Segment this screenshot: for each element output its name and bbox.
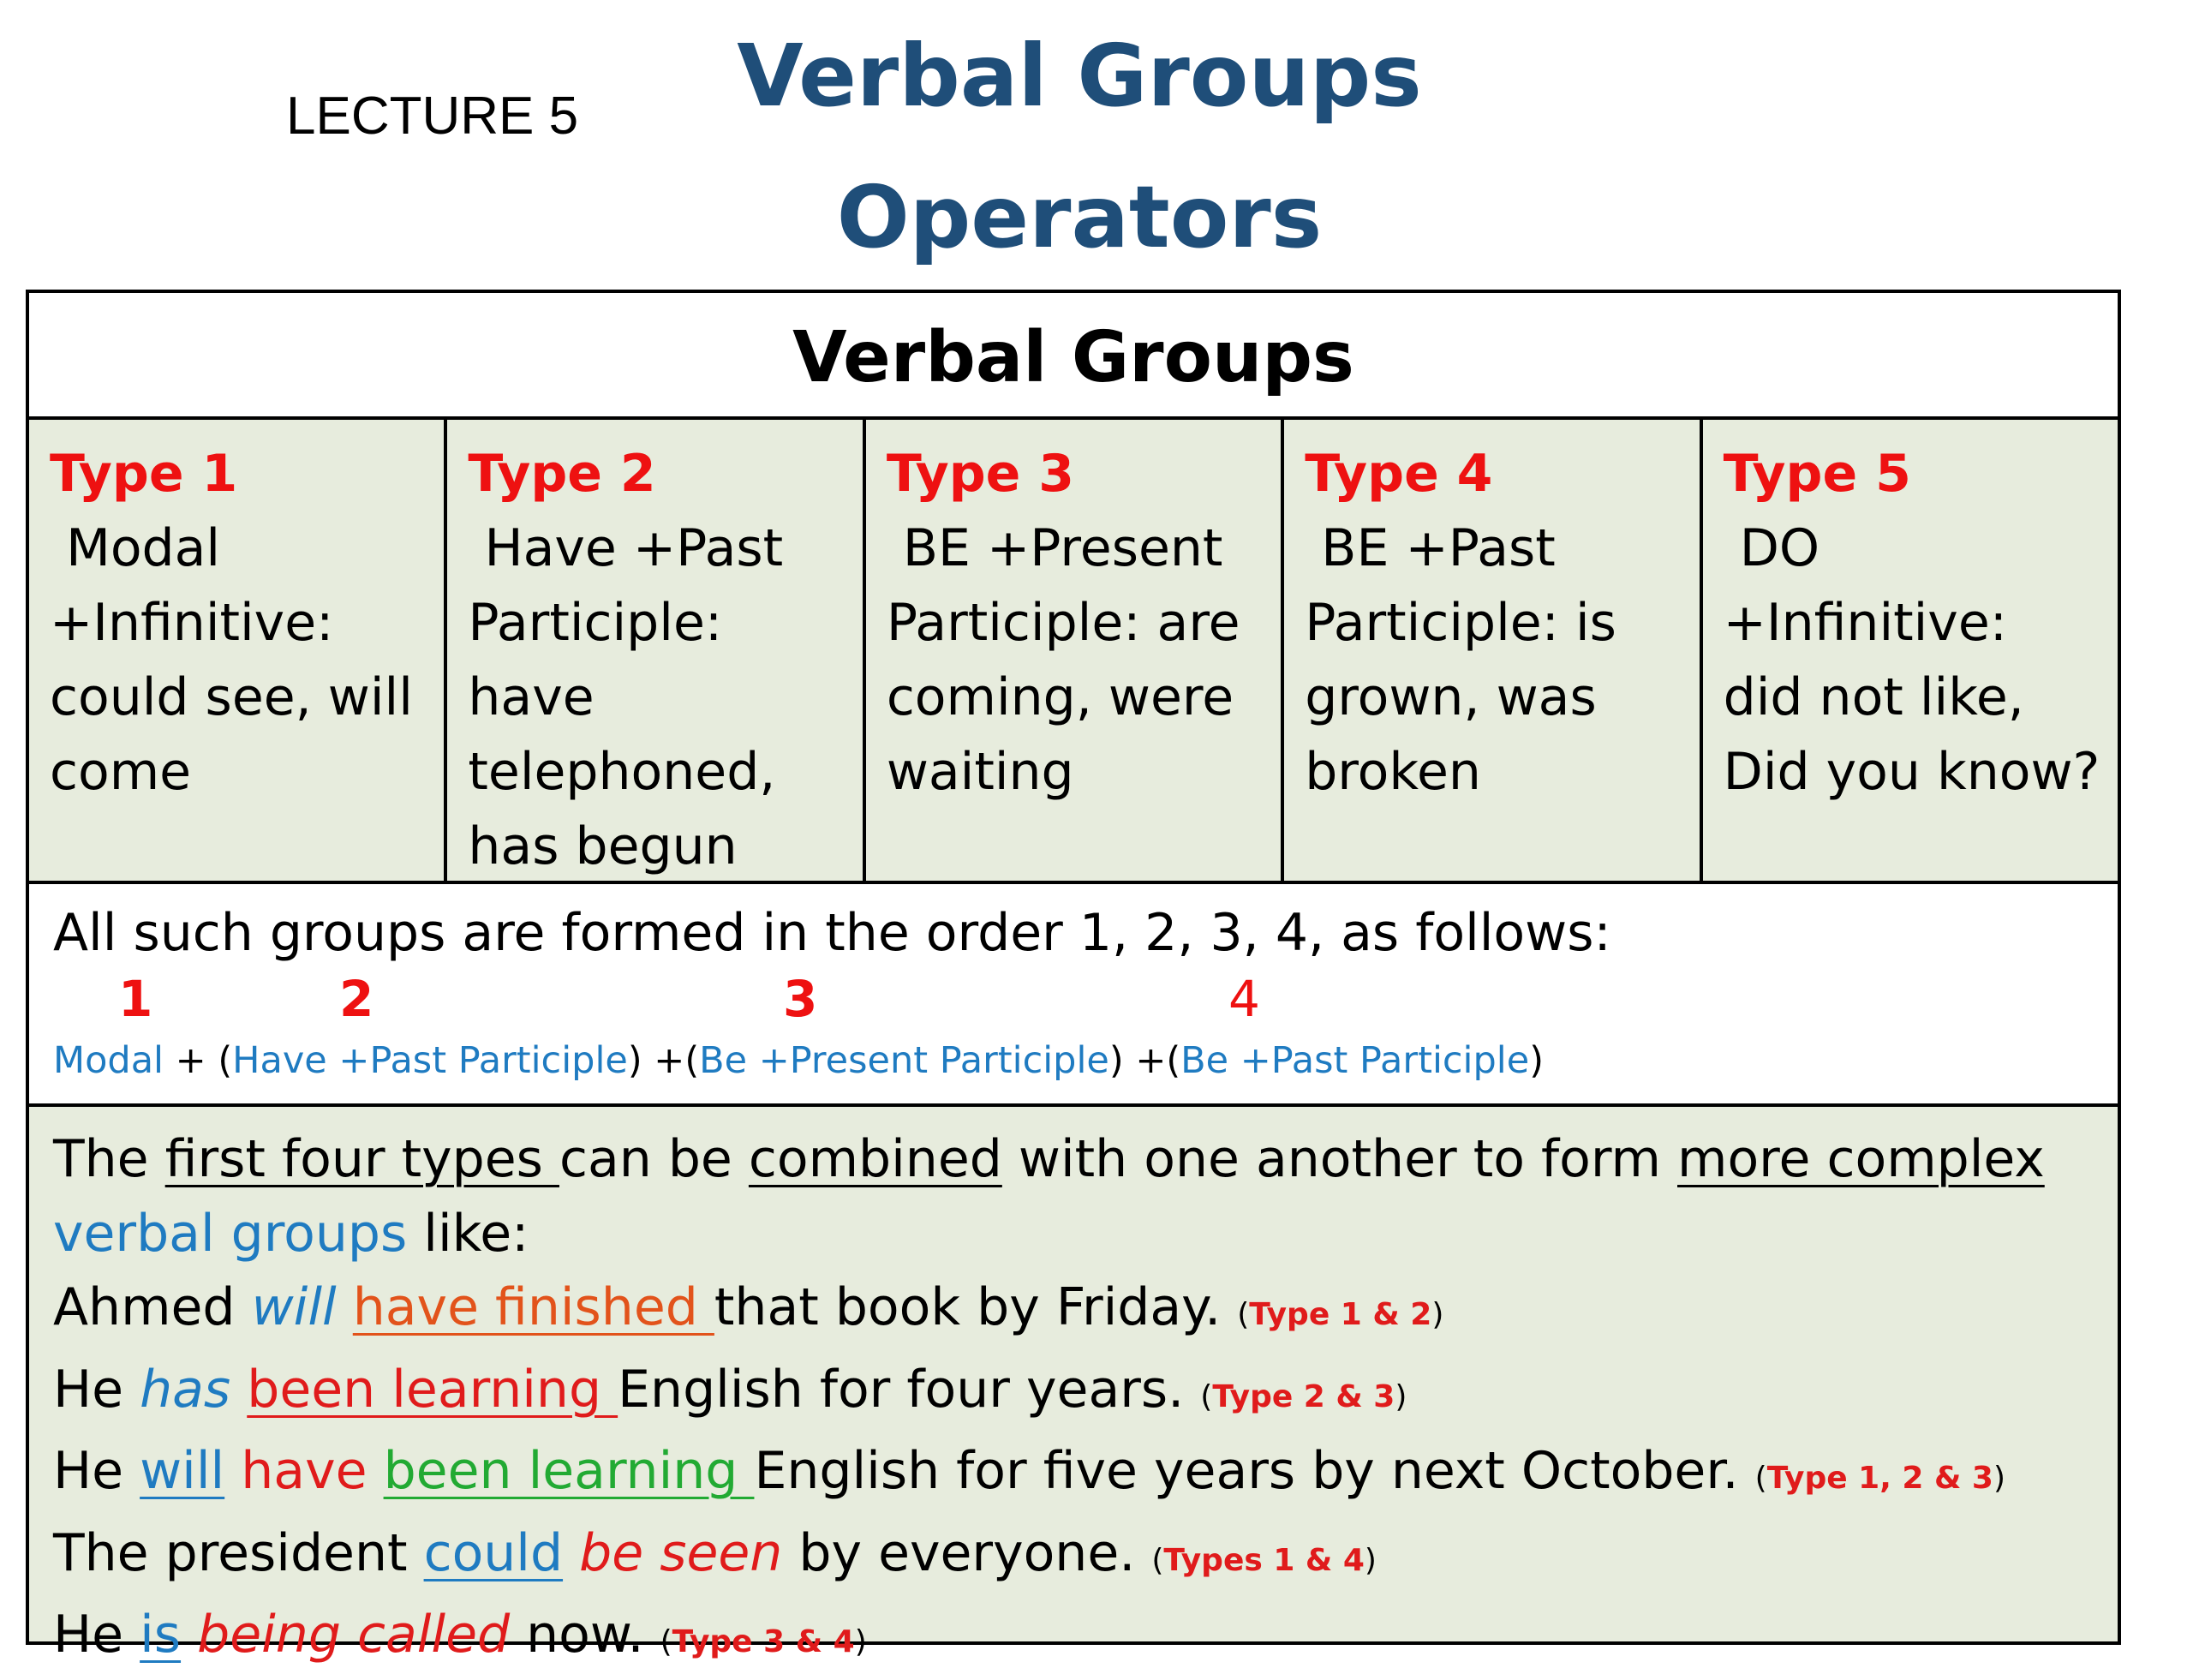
- text: now.: [510, 1605, 660, 1665]
- text: He: [53, 1441, 140, 1501]
- be-phrase: been learning: [383, 1441, 755, 1501]
- blue-text: verbal groups: [53, 1203, 408, 1264]
- type-cell-2: [447, 420, 865, 881]
- formula-modal: Modal: [53, 1039, 164, 1082]
- order-number-4: 4: [1228, 970, 1260, 1028]
- text: [367, 1441, 384, 1501]
- text: [337, 1277, 353, 1337]
- order-number-2: 2: [339, 970, 374, 1028]
- order-numbers: [53, 970, 2097, 1035]
- type-tag: (Type 3 & 4): [660, 1624, 867, 1659]
- type-name: Type 4: [1305, 444, 1493, 504]
- formula-be-past: Be +Past Participle: [1180, 1039, 1530, 1082]
- text: English for four years.: [618, 1359, 1201, 1420]
- type-cell-4: [1284, 420, 1702, 881]
- table-header: Verbal Groups: [26, 290, 2121, 420]
- formula-plus: + (: [164, 1039, 233, 1082]
- formula-be-present: Be +Present Participle: [699, 1039, 1109, 1082]
- type-description: DO +Infinitive: did not like, Did you know?: [1723, 518, 2100, 802]
- formula-have: Have +Past Participle: [232, 1039, 628, 1082]
- examples-intro-line2: [53, 1197, 2097, 1271]
- type-description: Have +Past Participle: have telephoned, has begun: [468, 518, 784, 876]
- type-cell-3: [866, 420, 1284, 881]
- example-4: [53, 1516, 2097, 1599]
- type-cell-5: [1703, 420, 2118, 881]
- type-name: Type 3: [886, 444, 1075, 504]
- type-description: BE +Past Participle: is grown, was broken: [1305, 518, 1616, 802]
- modal-word: could: [423, 1522, 564, 1583]
- text: like:: [407, 1203, 529, 1264]
- type-tag: (Types 1 & 4): [1151, 1542, 1377, 1578]
- type-tag: (Type 1, 2 & 3): [1754, 1461, 2006, 1496]
- types-row: [26, 416, 2121, 884]
- page-subtitle: Operators: [836, 167, 1323, 267]
- text: [224, 1441, 241, 1501]
- text: He: [53, 1605, 140, 1665]
- modal-word: will: [251, 1277, 337, 1337]
- passive-phrase: be seen: [579, 1522, 783, 1583]
- modal-word: will: [140, 1441, 225, 1501]
- type-description: BE +Present Participle: are coming, were waiting: [886, 518, 1240, 802]
- order-formula: [53, 1035, 2097, 1086]
- be-phrase: been learning: [247, 1359, 618, 1420]
- text: [230, 1360, 247, 1420]
- text: English for five years by next October.: [754, 1441, 1755, 1501]
- text: [563, 1523, 579, 1583]
- underlined-text: combined: [748, 1129, 1002, 1189]
- text: can be: [559, 1129, 749, 1189]
- examples-section: [26, 1103, 2121, 1665]
- formula-plus: ) +(: [1108, 1039, 1181, 1082]
- page-title: Verbal Groups: [737, 26, 1422, 126]
- order-section: [26, 881, 2121, 1107]
- be-word: is: [140, 1605, 182, 1665]
- order-sentence: All such groups are formed in the order 1, 2, 3, 4, as follows:: [53, 903, 1611, 963]
- passive-phrase: being called: [197, 1605, 511, 1665]
- example-3: [53, 1434, 2097, 1516]
- order-number-3: 3: [783, 970, 818, 1028]
- type-name: Type 2: [468, 444, 656, 504]
- type-description: Modal +Infinitive: could see, will come: [50, 518, 413, 802]
- underlined-text: more complex: [1677, 1129, 2045, 1189]
- formula-plus: ) +(: [627, 1039, 700, 1082]
- text: that book by Friday.: [714, 1277, 1238, 1337]
- formula-close: ): [1529, 1039, 1544, 1082]
- text: The president: [53, 1522, 424, 1583]
- have-phrase: have finished: [352, 1277, 714, 1337]
- type-name: Type 5: [1723, 444, 1911, 504]
- type-tag: (Type 2 & 3): [1200, 1378, 1407, 1414]
- text: by everyone.: [782, 1522, 1152, 1583]
- example-5: [53, 1598, 2097, 1680]
- have-word: has: [140, 1359, 231, 1420]
- text: The: [53, 1129, 165, 1189]
- order-number-1: 1: [118, 970, 153, 1028]
- type-name: Type 1: [50, 444, 238, 504]
- text: Ahmed: [53, 1277, 252, 1337]
- text: [181, 1605, 197, 1665]
- underlined-text: first four types: [164, 1129, 559, 1189]
- have-word: have: [241, 1441, 367, 1501]
- example-2: [53, 1353, 2097, 1435]
- type-tag: (Type 1 & 2): [1237, 1297, 1444, 1332]
- examples-intro-line1: [53, 1122, 2097, 1197]
- example-1: [53, 1270, 2097, 1353]
- text: with one another to form: [1001, 1129, 1677, 1189]
- text: He: [53, 1359, 140, 1420]
- type-cell-1: [29, 420, 447, 881]
- lecture-label: LECTURE 5: [286, 87, 579, 146]
